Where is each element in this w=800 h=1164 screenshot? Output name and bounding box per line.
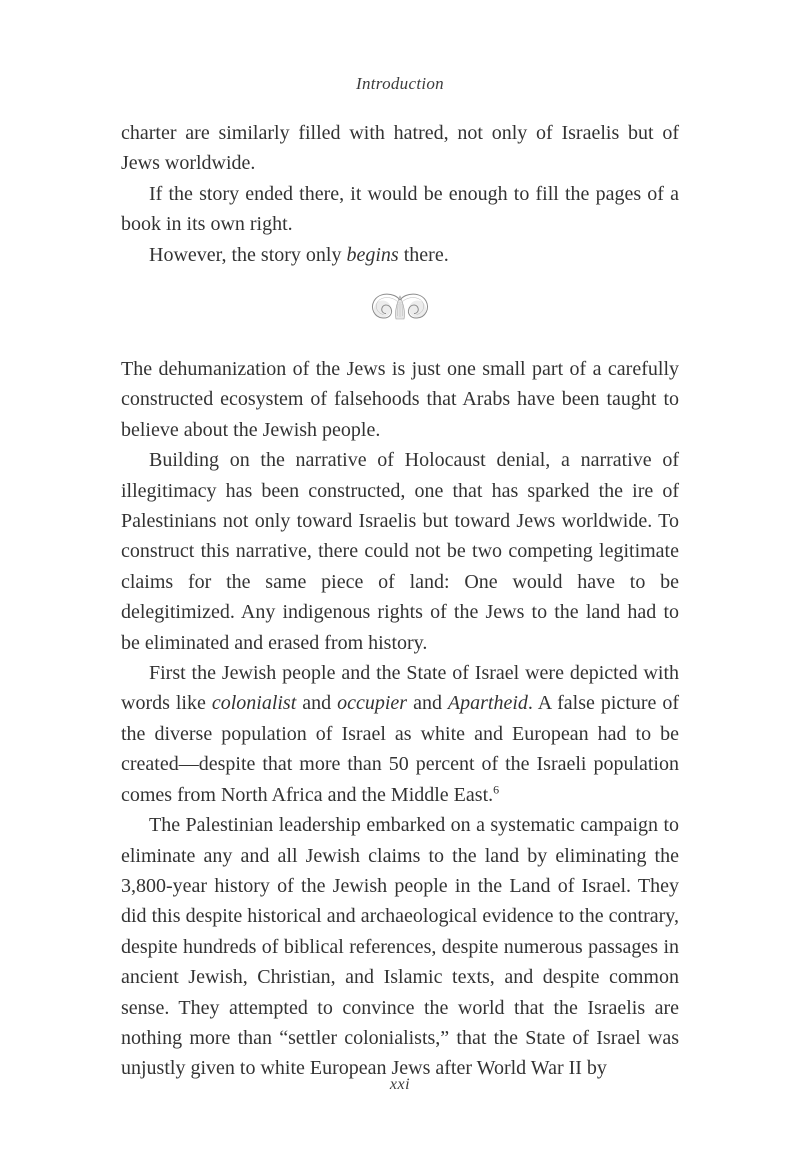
text-segment: there. [398,243,449,266]
text-segment: First the Jewish people and the State of Israel were depicted with words like [121,662,679,715]
text-block-after-ornament [121,354,679,1084]
running-header: Introduction [356,74,444,93]
text-segment: The Palestinian leadership embarked on a systematic campaign to eliminate any and all Jewish claims to the land by eliminating the 3,800-year history of the Jewish people in the Land of Israel. They did this despite historical and archaeological evidence to the contrary, despite hundreds of biblical references, despite numerous passages in ancient Jewish, Christian, and Islamic texts, and despite common sense. They attempted to convince the world that the Israelis are nothing more than “settler colonialists,” that the State of Israel was unjustly given to white European Jews after World War II by [121,814,679,1080]
paragraph [121,658,679,810]
text-block-before-ornament [121,118,679,270]
paragraph [121,810,679,1084]
text-segment: Apartheid [447,692,528,715]
text-segment: The dehumanization of the Jews is just one small part of a carefully constructed ecosystem of falsehoods that Arabs have been taught to believe about the Jewish people. [121,358,679,441]
text-segment: occupier [337,692,408,715]
text-segment: Building on the narrative of Holocaust denial, a narrative of illegitimacy has been constructed, one that has sparked the ire of Palestinians not only toward Israelis but toward Jews worldwide. To construct this narrative, there could not be two competing legitimate claims for the same piece of land: One would have to be delegitimized. Any indigenous rights of the Jews to the land had to be eliminated and erased from history. [121,449,679,654]
paragraph [121,118,679,179]
paragraph [121,240,679,270]
page-number: xxi [389,1076,411,1093]
text-segment: begins [346,243,399,266]
text-segment: If the story ended there, it would be enough to fill the pages of a book in its own right. [121,182,679,236]
text-segment: and [407,692,448,715]
text-segment: However, the story only [149,243,347,266]
section-break-ornament-icon [369,290,431,324]
text-segment: . A false picture of the diverse population of Israel as white and European had to be created—despite that more than 50 percent of the Israeli population comes from North Africa and the Middle East. [121,692,679,806]
text-segment: colonialist [211,692,297,715]
paragraph [121,354,679,445]
paragraph [121,445,679,658]
footnote-reference: 6 [493,782,500,797]
text-segment: and [296,692,338,715]
text-segment: charter are similarly filled with hatred, not only of Israelis but of Jews worldwide. [121,122,679,175]
paragraph [121,179,679,240]
